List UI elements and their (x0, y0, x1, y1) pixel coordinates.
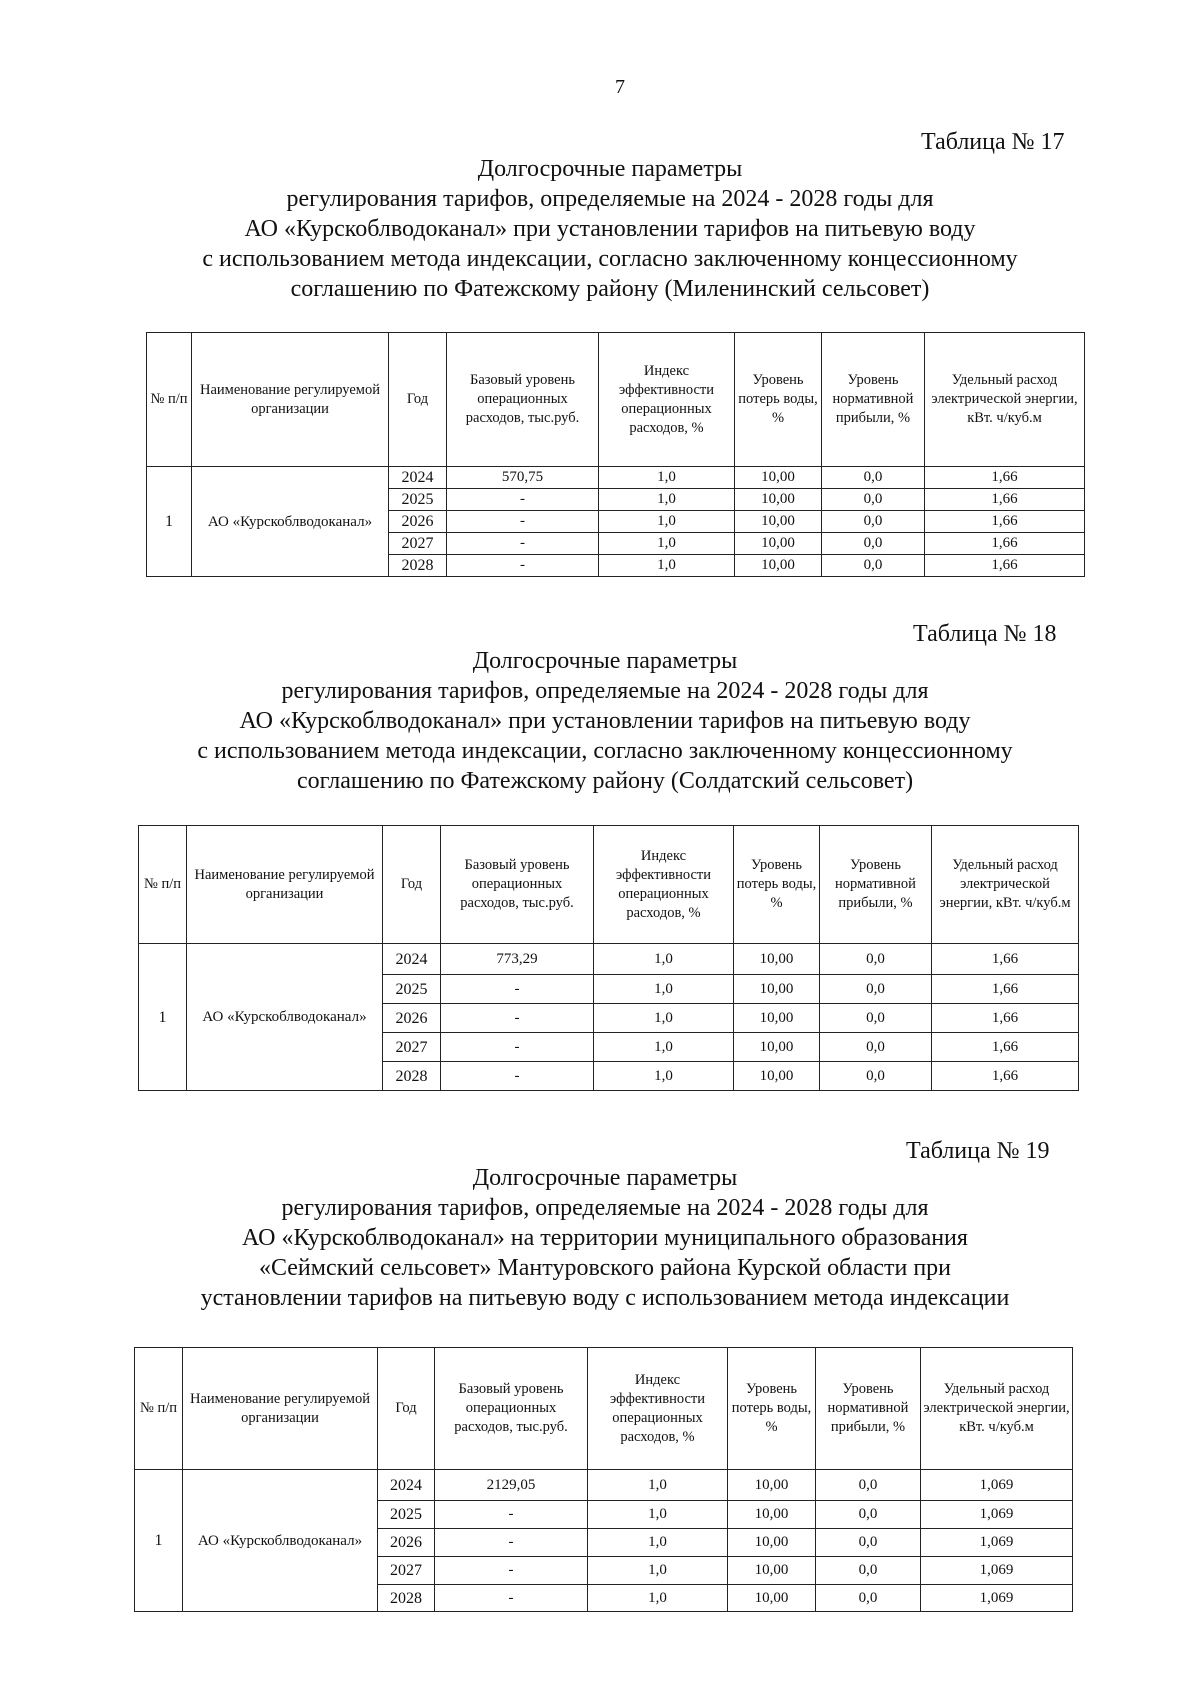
base-cell: - (447, 555, 599, 577)
loss-cell: 10,00 (734, 1004, 820, 1033)
year-cell: 2024 (378, 1470, 435, 1501)
loss-cell: 10,00 (735, 489, 822, 511)
index-cell: 1,0 (599, 467, 735, 489)
col-header-loss: Уровень потерь воды, % (728, 1348, 816, 1470)
loss-cell: 10,00 (735, 533, 822, 555)
col-header-base: Базовый уровень операционных расходов, тыс.руб. (435, 1348, 588, 1470)
profit-cell: 0,0 (816, 1470, 921, 1501)
loss-cell: 10,00 (735, 555, 822, 577)
base-cell: - (441, 975, 594, 1004)
loss-cell: 10,00 (728, 1470, 816, 1501)
year-cell: 2027 (389, 533, 447, 555)
row-number: 1 (135, 1470, 183, 1612)
tariff-table (138, 825, 1079, 1091)
table-label: Таблица № 17 (921, 129, 1065, 155)
col-header-energy: Удельный расход электрической энергии, кВт. ч/куб.м (925, 333, 1085, 467)
energy-cell: 1,66 (932, 944, 1079, 975)
loss-cell: 10,00 (734, 975, 820, 1004)
tariff-table (134, 1347, 1073, 1612)
energy-cell: 1,66 (925, 533, 1085, 555)
base-cell: - (441, 1004, 594, 1033)
index-cell: 1,0 (599, 555, 735, 577)
index-cell: 1,0 (588, 1501, 728, 1529)
col-header-loss: Уровень потерь воды, % (734, 826, 820, 944)
loss-cell: 10,00 (728, 1557, 816, 1585)
col-header-year: Год (378, 1348, 435, 1470)
energy-cell: 1,069 (921, 1529, 1073, 1557)
energy-cell: 1,66 (925, 489, 1085, 511)
energy-cell: 1,66 (932, 1004, 1079, 1033)
profit-cell: 0,0 (822, 511, 925, 533)
year-cell: 2024 (389, 467, 447, 489)
table-heading: Долгосрочные параметры регулирования тарифов, определяемые на 2024 - 2028 годы для АО «Курскоблводоканал» при установлении тарифов на питьевую воду с использованием метода индексации, согласно заключенному концессионному соглашению по Фатежскому району (Миленинский сельсовет) (202, 156, 1018, 302)
loss-cell: 10,00 (728, 1529, 816, 1557)
profit-cell: 0,0 (822, 489, 925, 511)
energy-cell: 1,069 (921, 1585, 1073, 1612)
year-cell: 2028 (389, 555, 447, 577)
energy-cell: 1,66 (932, 1033, 1079, 1062)
base-cell: - (441, 1062, 594, 1091)
year-cell: 2026 (378, 1529, 435, 1557)
page-number: 7 (615, 76, 625, 98)
energy-cell: 1,66 (932, 1062, 1079, 1091)
index-cell: 1,0 (588, 1585, 728, 1612)
year-cell: 2027 (378, 1557, 435, 1585)
energy-cell: 1,66 (925, 555, 1085, 577)
col-header-num: № п/п (139, 826, 187, 944)
org-name: АО «Курскоблводоканал» (192, 467, 389, 577)
index-cell: 1,0 (594, 975, 734, 1004)
energy-cell: 1,069 (921, 1470, 1073, 1501)
col-header-org: Наименование регулируемой организации (183, 1348, 378, 1470)
profit-cell: 0,0 (816, 1529, 921, 1557)
profit-cell: 0,0 (820, 1033, 932, 1062)
col-header-year: Год (383, 826, 441, 944)
col-header-profit: Уровень нормативной прибыли, % (820, 826, 932, 944)
profit-cell: 0,0 (816, 1585, 921, 1612)
table-label: Таблица № 19 (906, 1138, 1050, 1164)
energy-cell: 1,66 (925, 467, 1085, 489)
base-cell: 570,75 (447, 467, 599, 489)
table-label: Таблица № 18 (913, 621, 1057, 647)
year-cell: 2025 (378, 1501, 435, 1529)
tariff-table (146, 332, 1085, 577)
energy-cell: 1,66 (932, 975, 1079, 1004)
index-cell: 1,0 (594, 1033, 734, 1062)
table-row (135, 1470, 1073, 1501)
loss-cell: 10,00 (728, 1501, 816, 1529)
loss-cell: 10,00 (735, 511, 822, 533)
profit-cell: 0,0 (822, 555, 925, 577)
base-cell: - (447, 533, 599, 555)
base-cell: - (447, 489, 599, 511)
table-row (147, 467, 1085, 489)
loss-cell: 10,00 (728, 1585, 816, 1612)
index-cell: 1,0 (599, 511, 735, 533)
index-cell: 1,0 (599, 533, 735, 555)
energy-cell: 1,66 (925, 511, 1085, 533)
org-name: АО «Курскоблводоканал» (183, 1470, 378, 1612)
profit-cell: 0,0 (822, 467, 925, 489)
year-cell: 2026 (389, 511, 447, 533)
index-cell: 1,0 (594, 944, 734, 975)
index-cell: 1,0 (599, 489, 735, 511)
table-heading: Долгосрочные параметры регулирования тарифов, определяемые на 2024 - 2028 годы для АО «Курскоблводоканал» при установлении тарифов на питьевую воду с использованием метода индексации, согласно заключенному концессионному соглашению по Фатежскому району (Солдатский сельсовет) (197, 648, 1013, 794)
col-header-num: № п/п (147, 333, 192, 467)
table-header-row (139, 826, 1079, 944)
col-header-num: № п/п (135, 1348, 183, 1470)
col-header-profit: Уровень нормативной прибыли, % (822, 333, 925, 467)
col-header-loss: Уровень потерь воды, % (735, 333, 822, 467)
loss-cell: 10,00 (734, 944, 820, 975)
row-number: 1 (139, 944, 187, 1091)
loss-cell: 10,00 (734, 1033, 820, 1062)
table-header-row (135, 1348, 1073, 1470)
year-cell: 2025 (383, 975, 441, 1004)
table-row (139, 944, 1079, 975)
col-header-energy: Удельный расход электрической энергии, кВт. ч/куб.м (932, 826, 1079, 944)
col-header-org: Наименование регулируемой организации (187, 826, 383, 944)
col-header-base: Базовый уровень операционных расходов, тыс.руб. (441, 826, 594, 944)
profit-cell: 0,0 (816, 1557, 921, 1585)
year-cell: 2025 (389, 489, 447, 511)
year-cell: 2028 (383, 1062, 441, 1091)
base-cell: - (435, 1557, 588, 1585)
index-cell: 1,0 (588, 1470, 728, 1501)
col-header-profit: Уровень нормативной прибыли, % (816, 1348, 921, 1470)
table-header-row (147, 333, 1085, 467)
base-cell: - (435, 1529, 588, 1557)
base-cell: 2129,05 (435, 1470, 588, 1501)
year-cell: 2024 (383, 944, 441, 975)
index-cell: 1,0 (588, 1529, 728, 1557)
col-header-base: Базовый уровень операционных расходов, тыс.руб. (447, 333, 599, 467)
profit-cell: 0,0 (816, 1501, 921, 1529)
col-header-year: Год (389, 333, 447, 467)
year-cell: 2026 (383, 1004, 441, 1033)
col-header-index: Индекс эффективности операционных расходов, % (599, 333, 735, 467)
col-header-org: Наименование регулируемой организации (192, 333, 389, 467)
year-cell: 2027 (383, 1033, 441, 1062)
col-header-energy: Удельный расход электрической энергии, кВт. ч/куб.м (921, 1348, 1073, 1470)
year-cell: 2028 (378, 1585, 435, 1612)
base-cell: - (447, 511, 599, 533)
base-cell: - (441, 1033, 594, 1062)
loss-cell: 10,00 (734, 1062, 820, 1091)
base-cell: 773,29 (441, 944, 594, 975)
table-heading: Долгосрочные параметры регулирования тарифов, определяемые на 2024 - 2028 годы для АО «Курскоблводоканал» на территории муниципального образования «Сеймский сельсовет» Мантуровского района Курской области при установлении тарифов на питьевую воду с использованием метода индексации (200, 1165, 1010, 1311)
index-cell: 1,0 (594, 1062, 734, 1091)
energy-cell: 1,069 (921, 1501, 1073, 1529)
profit-cell: 0,0 (822, 533, 925, 555)
col-header-index: Индекс эффективности операционных расходов, % (594, 826, 734, 944)
base-cell: - (435, 1585, 588, 1612)
profit-cell: 0,0 (820, 1004, 932, 1033)
col-header-index: Индекс эффективности операционных расходов, % (588, 1348, 728, 1470)
row-number: 1 (147, 467, 192, 577)
profit-cell: 0,0 (820, 1062, 932, 1091)
energy-cell: 1,069 (921, 1557, 1073, 1585)
index-cell: 1,0 (588, 1557, 728, 1585)
profit-cell: 0,0 (820, 975, 932, 1004)
org-name: АО «Курскоблводоканал» (187, 944, 383, 1091)
loss-cell: 10,00 (735, 467, 822, 489)
index-cell: 1,0 (594, 1004, 734, 1033)
base-cell: - (435, 1501, 588, 1529)
profit-cell: 0,0 (820, 944, 932, 975)
